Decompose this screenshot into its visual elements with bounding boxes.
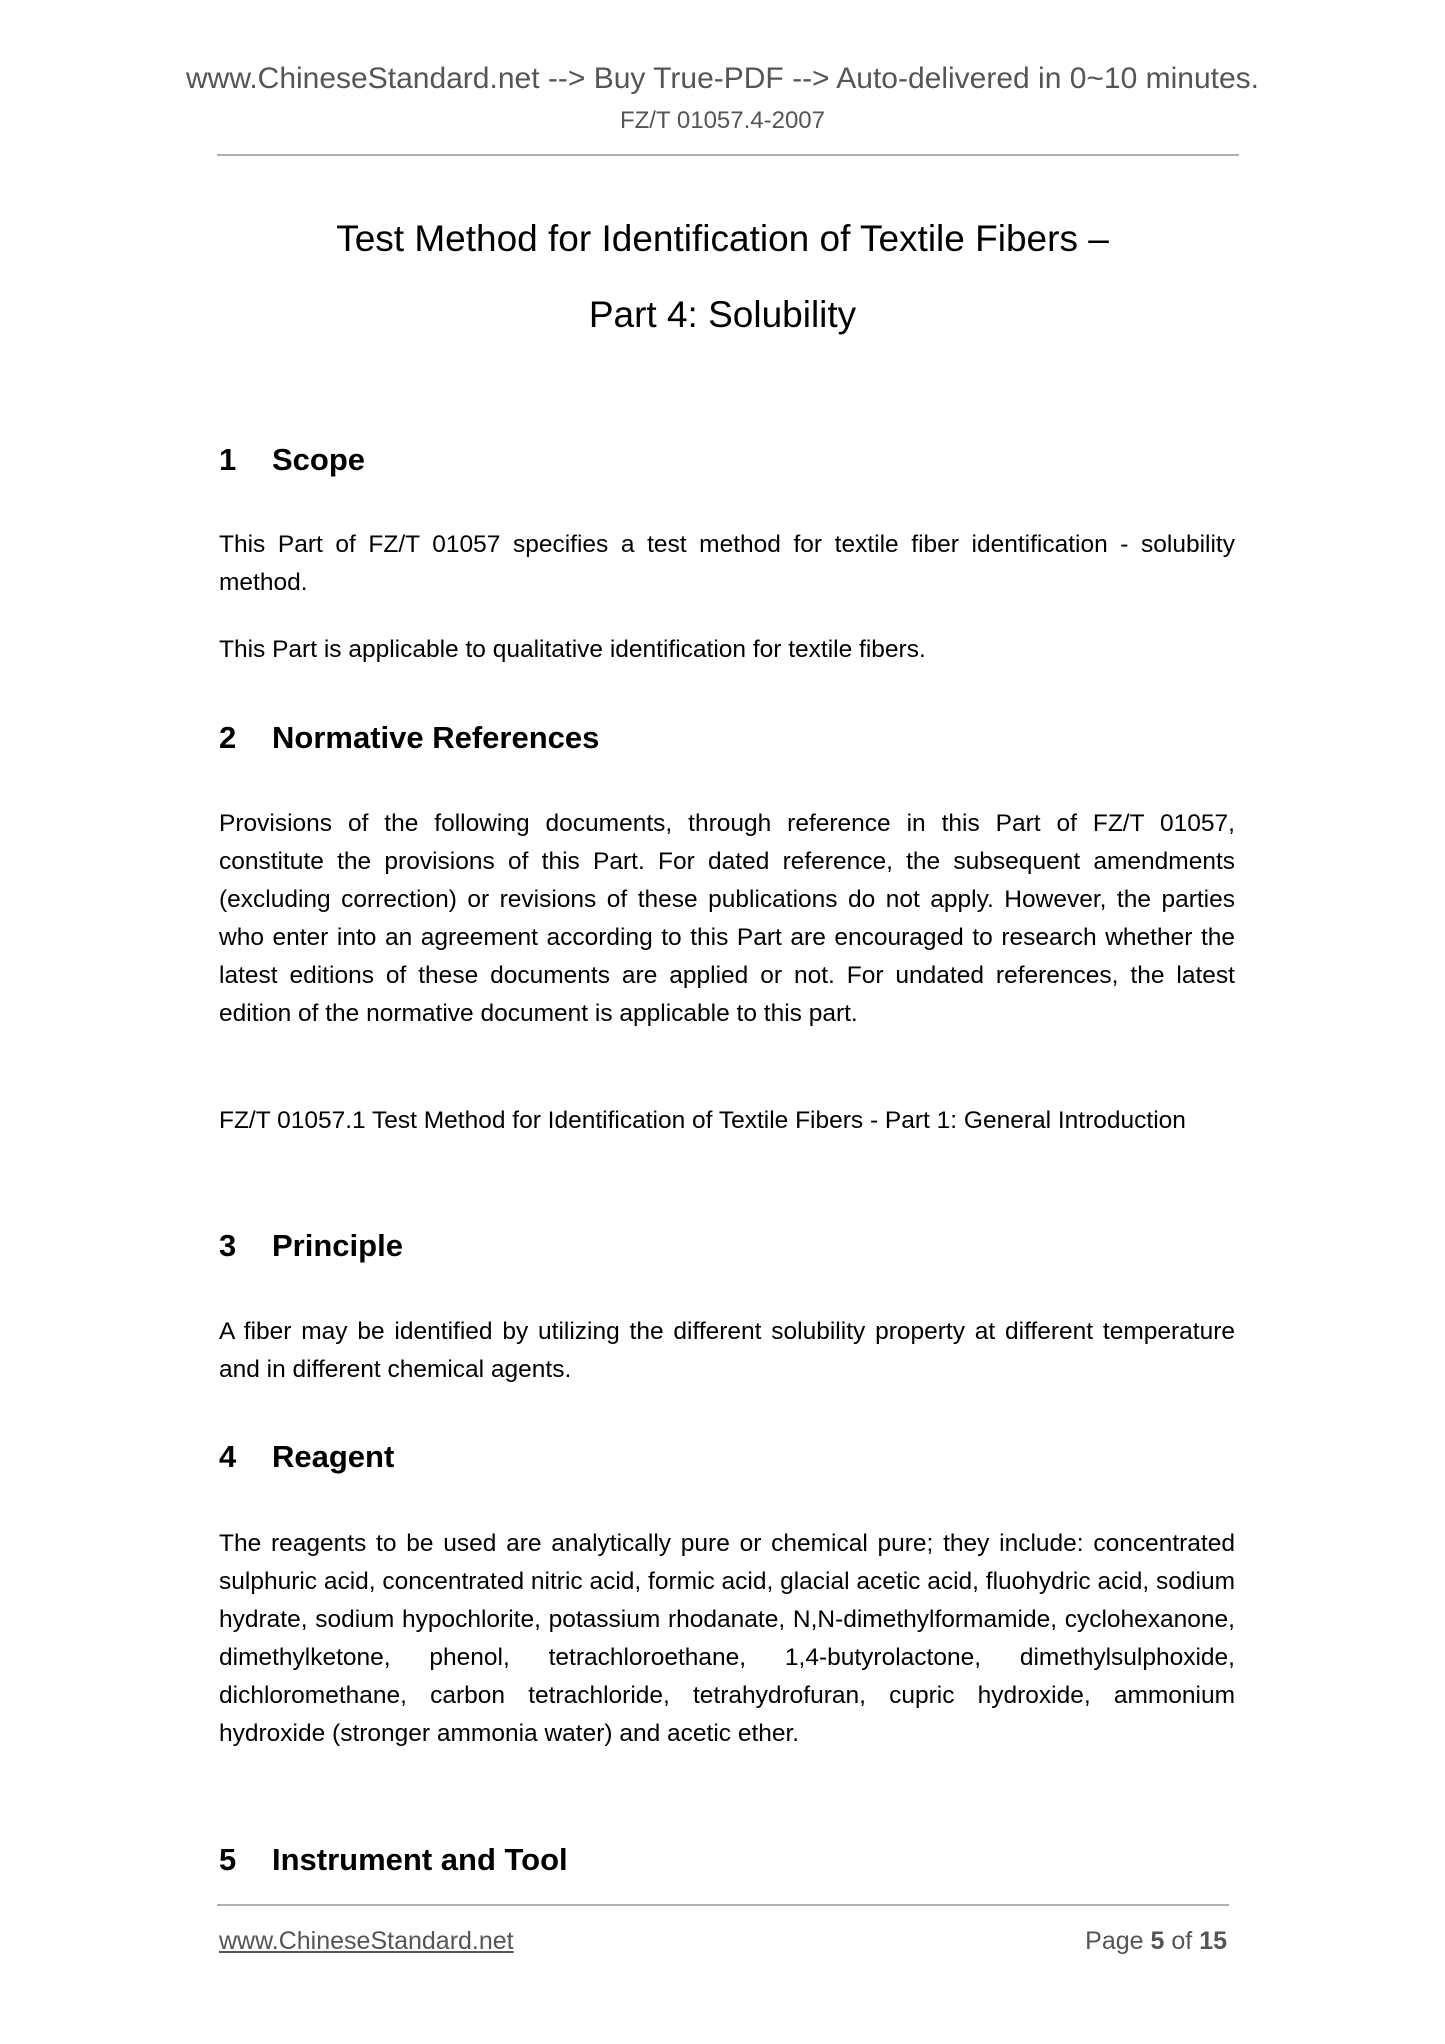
section-number: 3 [219,1228,237,1263]
page-total: 15 [1199,1927,1227,1955]
page-prefix: Page [1085,1927,1144,1955]
section-heading-reagent [219,1437,394,1477]
paragraph: This Part is applicable to qualitative identification for textile fibers. [219,636,926,663]
header-divider [217,154,1239,156]
page-current: 5 [1150,1927,1165,1955]
section-heading-principle [219,1226,403,1266]
paragraph: The reagents to be used are analytically pure or chemical pure; they include: concentrated sulphuric acid, concentrated nitric acid, formic acid, glacial acetic acid, fluohydric acid, sodium hydrate, sodium hypochlorite, potassium rhodanate, N,N-dimethylformamide, cyclohexanone, dimethylketone, phenol, tetrachloroethane, 1,4-butyrolactone, dimethylsulphoxide, dichloromethane, carbon tetrachloride, tetrahydrofuran, cupric hydroxide, ammonium hydroxide (stronger ammonia water) and acetic ether. [219,1530,1235,1747]
section-title: Scope [272,442,366,477]
section-number: 5 [219,1842,237,1877]
section-number: 4 [219,1439,237,1474]
section-title: Instrument and Tool [272,1842,568,1877]
footer-website-link[interactable]: www.ChineseStandard.net [219,1927,514,1955]
section-title: Reagent [272,1439,395,1474]
footer-divider [217,1904,1229,1906]
footer-link-container [219,1924,514,1958]
paragraph: A fiber may be identified by utilizing the different solubility property at different temperature and in different chemical agents. [219,1318,1235,1383]
paragraph: Provisions of the following documents, through reference in this Part of FZ/T 01057, constitute the provisions of this Part. For dated reference, the subsequent amendments (excluding correction) or revisions of these publications do not apply. However, the parties who enter into an agreement according to this Part are encouraged to research whether the latest editions of these documents are applied or not. For undated references, the latest edition of the normative document is applicable to this part. [219,810,1235,1027]
header-banner: www.ChineseStandard.net --> Buy True-PDF --> Auto-delivered in 0~10 minutes. [185,62,1260,95]
reference-item: FZ/T 01057.1 Test Method for Identification of Textile Fibers - Part 1: General Introduction [219,1107,1186,1134]
page-indicator [1085,1924,1227,1958]
section-heading-instrument [219,1840,568,1880]
paragraph: This Part of FZ/T 01057 specifies a test method for textile fiber identification - solubility method. [219,531,1235,596]
document-title-line2: Part 4: Solubility [588,294,857,335]
standard-number: FZ/T 01057.4-2007 [619,107,826,134]
section-number: 1 [219,442,237,477]
page-of: of [1171,1927,1193,1955]
section-heading-normative-references [219,718,599,758]
document-title-line1: Test Method for Identification of Textile Fibers – [336,218,1109,259]
section-heading-scope [219,440,365,480]
section-number: 2 [219,720,237,755]
section-title: Normative References [272,720,600,755]
section-title: Principle [272,1228,403,1263]
